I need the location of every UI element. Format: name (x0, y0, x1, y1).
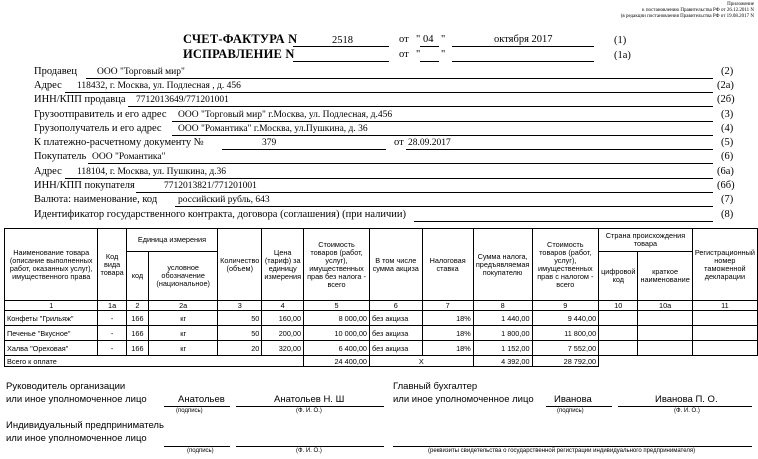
th-country-code: цифровой код (599, 252, 638, 301)
cell-customs (692, 341, 757, 356)
note-line-2: к постановлению Правительства РФ от 26.12.2011 N (642, 8, 754, 13)
buyer-address-label: Адрес (34, 166, 62, 177)
cell-cost: 8 000,00 (304, 311, 370, 326)
cell-name: Печенье "Вкусное" (5, 326, 98, 341)
cell-price: 160,00 (262, 311, 304, 326)
table-row (5, 326, 758, 341)
col-number: 10а (638, 301, 692, 311)
payment-doc-date-line (406, 149, 713, 150)
correction-quote-close: " (441, 49, 446, 60)
consignee-value: ООО "Романтика" г.Москва, ул.Пушкина, д. 36 (178, 124, 368, 134)
cell-rate: 18% (422, 311, 473, 326)
shipper-value: ООО "Торговый мир" г.Москва, ул. Подлесная, д.456 (178, 110, 393, 120)
currency-line (175, 206, 713, 207)
payment-doc-line (222, 149, 386, 150)
cell-price: 200,00 (262, 326, 304, 341)
cell-country-name (638, 341, 692, 356)
seller-inn-value: 7712013649/771201001 (136, 95, 229, 105)
contract-id-line (414, 221, 713, 222)
seller-value: ООО "Торговый мир" (97, 67, 185, 77)
code-4: (4) (721, 123, 734, 134)
table-row (5, 311, 758, 326)
th-cost-no-tax: Стоимость товаров (работ, услуг), имущественных прав без налога - всего (304, 229, 370, 301)
buyer-inn-label: ИНН/КПП покупателя (34, 180, 135, 191)
seller-address-line (65, 92, 713, 93)
ip-name-caption: (Ф. И. О.) (296, 448, 322, 454)
row-code-1a: (1а) (614, 50, 631, 61)
table-row (5, 341, 758, 356)
date-quote-close: " (441, 34, 446, 45)
payment-doc-date: 28.09.2017 (408, 138, 451, 148)
col-number: 1 (5, 301, 98, 311)
cell-unit-code: 166 (126, 326, 148, 341)
code-6a: (6а) (717, 166, 734, 177)
total-label: Всего к оплате (5, 356, 304, 367)
seller-inn-label: ИНН/КПП продавца (34, 94, 126, 105)
total-cost: 24 400,00 (304, 356, 370, 367)
buyer-inn-value: 7712013821/771201001 (164, 181, 257, 191)
seller-address-value: 118432, г. Москва, ул. Подлесная , д. 456 (77, 81, 241, 91)
cell-qty: 50 (218, 326, 262, 341)
seller-label: Продавец (34, 66, 77, 77)
th-excise: В том числе сумма акциза (369, 229, 422, 301)
head-sign-line (164, 406, 230, 407)
cell-total: 7 552,00 (532, 341, 599, 356)
th-rate: Налоговая ставка (422, 229, 473, 301)
col-number: 1а (98, 301, 126, 311)
col-number: 9 (532, 301, 599, 311)
cell-total: 11 800,00 (532, 326, 599, 341)
col-number: 6 (369, 301, 422, 311)
seller-line (86, 78, 713, 79)
code-6b: (6б) (717, 180, 735, 191)
ip-name-line (236, 446, 384, 447)
head-label-2: или иное уполномоченное лицо (6, 394, 147, 405)
total-sum: 28 792,00 (532, 356, 599, 367)
accountant-sign-line (546, 406, 612, 407)
cell-unit-code: 166 (126, 311, 148, 326)
buyer-inn-line (136, 192, 713, 193)
cell-tax: 1 152,00 (473, 341, 532, 356)
head-sign-caption: (подпись) (176, 408, 203, 414)
correction-title: ИСПРАВЛЕНИЕ N (183, 47, 295, 61)
empty-cell (638, 356, 692, 367)
cell-qty: 50 (218, 311, 262, 326)
contract-id-label: Идентификатор государственного контракта, договора (соглашения) (при наличии) (34, 209, 406, 220)
cell-kind: - (98, 341, 126, 356)
ip-sign-caption: (подпись) (187, 448, 214, 454)
cell-kind: - (98, 326, 126, 341)
th-qty: Количество (объем) (218, 229, 262, 301)
goods-table (4, 228, 758, 367)
total-tax: 4 392,00 (473, 356, 532, 367)
consignee-line (172, 135, 713, 136)
cell-tax: 1 800,00 (473, 326, 532, 341)
accountant-sign-caption: (подпись) (557, 408, 584, 414)
shipper-line (172, 121, 713, 122)
col-number: 7 (422, 301, 473, 311)
code-2a: (2а) (717, 80, 734, 91)
row-code-1: (1) (614, 35, 627, 46)
th-country-name: краткое наименование (638, 252, 692, 301)
ip-requisites-caption: (реквизиты свидетельства о государственной регистрации индивидуального предпринимателя) (428, 448, 696, 454)
ip-requisites-line (393, 446, 752, 447)
note-line-3: (в редакции постановления Правительства РФ от 19.08.2017 N (620, 14, 754, 19)
buyer-address-line (65, 178, 713, 179)
accountant-name-caption: (Ф. И. О.) (674, 408, 700, 414)
cell-unit-code: 166 (126, 341, 148, 356)
cell-excise: без акциза (369, 326, 422, 341)
cell-unit-name: кг (149, 326, 218, 341)
seller-inn-line (128, 106, 713, 107)
th-tax-sum: Сумма налога, предъявляемая покупателю (473, 229, 532, 301)
th-country: Страна происхождения товара (599, 229, 693, 252)
cell-tax: 1 440,00 (473, 311, 532, 326)
cell-unit-name: кг (149, 311, 218, 326)
code-7: (7) (721, 194, 734, 205)
ip-label-1: Индивидуальный предприниматель (6, 420, 164, 431)
head-label-1: Руководитель организации (6, 381, 126, 392)
cell-excise: без акциза (369, 341, 422, 356)
col-number: 10 (599, 301, 638, 311)
cell-cost: 6 400,00 (304, 341, 370, 356)
head-sign: Анатольев (178, 394, 225, 405)
seller-address-label: Адрес (34, 80, 62, 91)
th-unit-code: код (126, 252, 148, 301)
buyer-label: Покупатель (34, 151, 87, 162)
code-2: (2) (721, 66, 734, 77)
correction-day-line (420, 61, 439, 62)
cell-excise: без акциза (369, 311, 422, 326)
payment-doc-value: 379 (262, 138, 277, 148)
date-quote-open: " (416, 34, 421, 45)
correction-quote-open: " (416, 49, 421, 60)
col-number: 3 (218, 301, 262, 311)
currency-label: Валюта: наименование, код (34, 194, 158, 205)
cell-unit-name: кг (149, 341, 218, 356)
appendix-note (621, 2, 754, 20)
th-unit: Единица измерения (126, 229, 217, 252)
ip-sign-line (164, 446, 230, 447)
accountant-label-1: Главный бухгалтер (393, 381, 478, 392)
empty-cell (692, 356, 757, 367)
col-number: 11 (692, 301, 757, 311)
cell-kind: - (98, 311, 126, 326)
th-price: Цена (тариф) за единицу измерения (262, 229, 304, 301)
shipper-label: Грузоотправитель и его адрес (34, 109, 167, 120)
invoice-number: 2518 (332, 35, 353, 46)
code-8: (8) (721, 209, 734, 220)
ip-label-2: или иное уполномоченное лицо (6, 433, 147, 444)
accountant-name-line (618, 406, 752, 407)
column-numbers-row (5, 301, 758, 311)
cell-customs (692, 326, 757, 341)
cell-qty: 20 (218, 341, 262, 356)
invoice-number-line (293, 46, 389, 47)
correction-month-line (452, 61, 594, 62)
accountant-label-2: или иное уполномоченное лицо (393, 394, 534, 405)
col-number: 2а (149, 301, 218, 311)
date-month-line (452, 46, 594, 47)
invoice-date-month: октября 2017 (494, 34, 553, 45)
cell-country-name (638, 311, 692, 326)
cell-rate: 18% (422, 326, 473, 341)
cell-customs (692, 311, 757, 326)
col-number: 2 (126, 301, 148, 311)
cell-name: Халва "Ореховая" (5, 341, 98, 356)
cell-rate: 18% (422, 341, 473, 356)
th-customs: Регистрационный номер таможенной декларации (692, 229, 757, 301)
currency-value: российский рубль, 643 (178, 195, 270, 205)
consignee-label: Грузополучатель и его адрес (34, 123, 162, 134)
correction-number-line (293, 61, 389, 62)
buyer-line (88, 163, 713, 164)
cell-country-code (599, 341, 638, 356)
th-kind-code: Код вида товара (98, 229, 126, 301)
col-number: 8 (473, 301, 532, 311)
th-name: Наименование товара (описание выполненных работ, оказанных услуг), имущественного права (5, 229, 98, 301)
cell-total: 9 440,00 (532, 311, 599, 326)
buyer-value: ООО "Романтика" (92, 152, 166, 162)
note-line-1: Приложение (727, 2, 754, 7)
cell-price: 320,00 (262, 341, 304, 356)
head-name-line (236, 406, 384, 407)
head-name-caption: (Ф. И. О.) (296, 408, 322, 414)
buyer-address-value: 118104, г. Москва, ул. Пушкина, д.36 (77, 167, 227, 177)
empty-cell (599, 356, 638, 367)
invoice-title: СЧЕТ-ФАКТУРА N (183, 32, 298, 46)
invoice-date-day: 04 (423, 34, 434, 45)
accountant-name: Иванова П. О. (655, 394, 718, 405)
code-6: (6) (721, 151, 734, 162)
invoice-from-label: от (399, 34, 409, 45)
cell-country-name (638, 326, 692, 341)
total-row (5, 356, 758, 367)
cell-cost: 10 000,00 (304, 326, 370, 341)
cell-name: Конфеты "Грильяж" (5, 311, 98, 326)
code-5: (5) (721, 137, 734, 148)
correction-from-label: от (399, 49, 409, 60)
head-name: Анатольев Н. Ш (274, 394, 345, 405)
payment-doc-from-label: от (394, 137, 404, 148)
cell-country-code (599, 326, 638, 341)
date-day-line (420, 46, 439, 47)
total-excise: Х (369, 356, 473, 367)
cell-country-code (599, 311, 638, 326)
payment-doc-label: К платежно-расчетному документу № (34, 137, 204, 148)
code-3: (3) (721, 109, 734, 120)
code-2b: (2б) (717, 94, 735, 105)
col-number: 4 (262, 301, 304, 311)
col-number: 5 (304, 301, 370, 311)
th-unit-name: условное обозначение (национальное) (149, 252, 218, 301)
accountant-sign: Иванова (554, 394, 592, 405)
th-cost-with-tax: Стоимость товаров (работ, услуг), имущественных прав с налогом - всего (532, 229, 599, 301)
